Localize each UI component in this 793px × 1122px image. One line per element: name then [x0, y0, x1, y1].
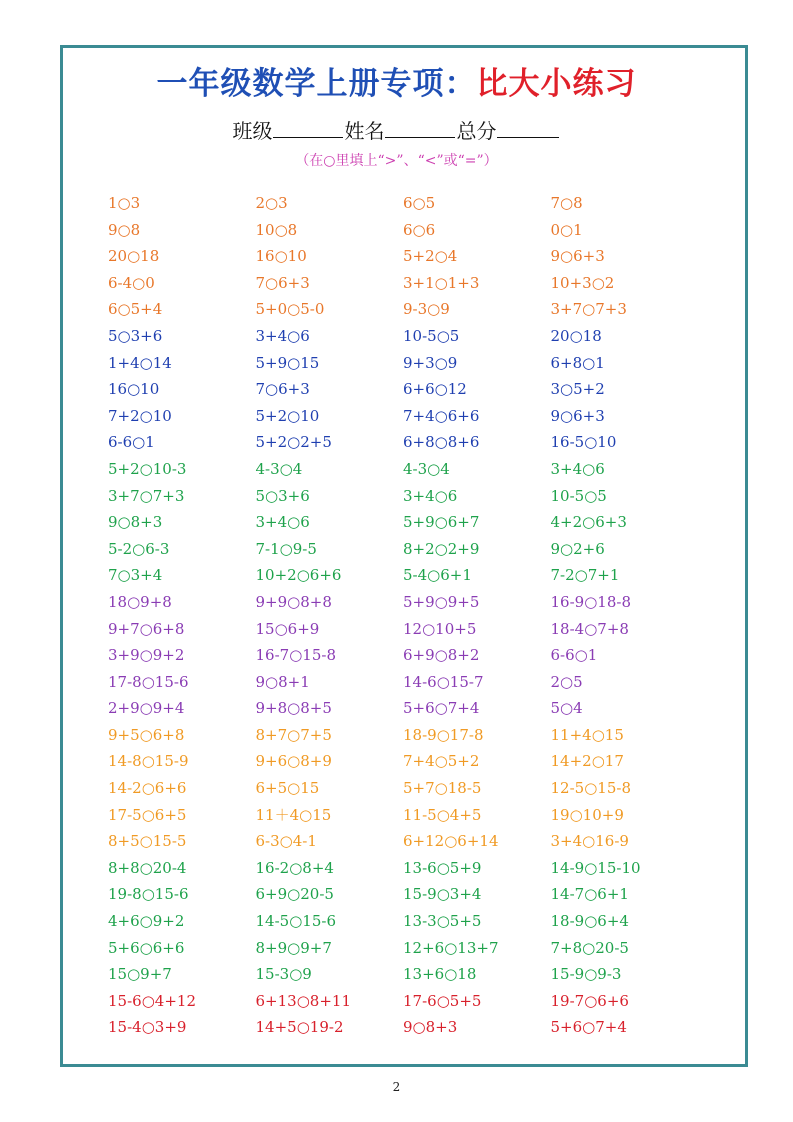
exercise-item[interactable]: 1+4○14: [108, 353, 172, 372]
exercise-item[interactable]: 16-2○8+4: [255, 858, 334, 877]
exercise-row: [108, 695, 708, 722]
exercise-item[interactable]: 16-7○15-8: [255, 646, 336, 665]
exercise-item[interactable]: 4+6○9+2: [108, 912, 185, 931]
exercise-item[interactable]: 1○3: [108, 194, 141, 212]
exercise-item[interactable]: 13-3○5+5: [403, 912, 482, 931]
exercise-row: [108, 722, 708, 749]
exercise-item[interactable]: 14+5○19-2: [255, 1018, 344, 1037]
exercise-item[interactable]: 3+1○1+3: [403, 273, 480, 292]
exercise-item[interactable]: 7+8○20-5: [550, 938, 629, 957]
exercise-item[interactable]: 4+2○6+3: [550, 513, 627, 532]
exercise-item[interactable]: 15○6+9: [255, 619, 320, 638]
exercise-item[interactable]: 20○18: [108, 247, 160, 266]
student-info-fields: [0, 115, 793, 144]
exercise-item[interactable]: 6+12○6+14: [403, 832, 499, 851]
exercise-item[interactable]: 18-9○6+4: [550, 912, 629, 931]
exercise-item[interactable]: 10○8: [255, 220, 298, 239]
exercise-item[interactable]: 16○10: [255, 247, 307, 266]
exercise-item[interactable]: 12+6○13+7: [403, 938, 499, 957]
exercise-item[interactable]: 19○10+9: [550, 805, 624, 824]
exercise-item[interactable]: 9+5○6+8: [108, 725, 185, 744]
exercise-item[interactable]: 9+3○9: [403, 353, 458, 372]
exercise-grid: [108, 190, 708, 1041]
exercise-item[interactable]: 3+4○16-9: [550, 832, 629, 851]
exercise-row: [108, 403, 708, 430]
exercise-item[interactable]: 5+6○7+4: [550, 1018, 627, 1037]
exercise-row: [108, 483, 708, 510]
exercise-item[interactable]: 6-6○1: [108, 433, 155, 452]
exercise-item[interactable]: 13-6○5+9: [403, 858, 482, 877]
exercise-row: [108, 855, 708, 882]
exercise-row: [108, 961, 708, 988]
exercise-item[interactable]: 9○2+6: [550, 539, 605, 558]
exercise-row: [108, 669, 708, 696]
exercise-item[interactable]: 8+8○20-4: [108, 858, 187, 877]
name-blank[interactable]: [385, 119, 455, 138]
exercise-item[interactable]: 17-6○5+5: [403, 991, 482, 1010]
exercise-item[interactable]: 8+7○7+5: [255, 725, 332, 744]
exercise-item[interactable]: 9+9○8+8: [255, 592, 332, 611]
exercise-item[interactable]: 7+4○6+6: [403, 406, 480, 425]
exercise-row: [108, 642, 708, 669]
exercise-item[interactable]: 5+2○4: [403, 247, 458, 266]
exercise-row: [108, 828, 708, 855]
exercise-item[interactable]: 3○5+2: [550, 380, 605, 399]
exercise-item[interactable]: 9-3○9: [403, 300, 450, 319]
exercise-item[interactable]: 19-7○6+6: [550, 991, 629, 1010]
exercise-row: [108, 616, 708, 643]
exercise-row: [108, 802, 708, 829]
exercise-item[interactable]: 14-5○15-6: [255, 912, 336, 931]
exercise-item[interactable]: 11-5○4+5: [403, 805, 482, 824]
exercise-item[interactable]: 13+6○18: [403, 965, 477, 984]
exercise-row: [108, 748, 708, 775]
exercise-row: [108, 376, 708, 403]
exercise-item[interactable]: 6+8○1: [550, 353, 605, 372]
exercise-item[interactable]: 2○3: [255, 194, 288, 212]
exercise-item[interactable]: 5+2○10: [255, 406, 320, 425]
exercise-item[interactable]: 15○9+7: [108, 965, 172, 984]
exercise-item[interactable]: 9○6+3: [550, 406, 605, 425]
exercise-item[interactable]: 9+8○8+5: [255, 699, 332, 718]
exercise-item[interactable]: 18○9+8: [108, 592, 172, 611]
exercise-item[interactable]: 15-4○3+9: [108, 1018, 187, 1037]
exercise-row: [108, 935, 708, 962]
exercise-item[interactable]: 6+9○20-5: [255, 885, 334, 904]
exercise-item[interactable]: 20○18: [550, 326, 602, 345]
exercise-item[interactable]: 5○4: [550, 699, 583, 718]
page-title: [0, 58, 793, 103]
exercise-row: [108, 350, 708, 377]
exercise-row: [108, 562, 708, 589]
exercise-item[interactable]: 6○6: [403, 220, 436, 239]
exercise-item[interactable]: 9+6○8+9: [255, 752, 332, 771]
exercise-item[interactable]: 7+4○5+2: [403, 752, 480, 771]
exercise-row: [108, 1014, 708, 1041]
exercise-item[interactable]: 17-5○6+5: [108, 805, 187, 824]
exercise-item[interactable]: 3+4○6: [403, 486, 458, 505]
exercise-item[interactable]: 8+9○9+7: [255, 938, 332, 957]
exercise-item[interactable]: 14+2○17: [550, 752, 624, 771]
exercise-item[interactable]: 5+6○7+4: [403, 699, 480, 718]
exercise-item[interactable]: 3+4○6: [255, 326, 310, 345]
exercise-item[interactable]: 16-5○10: [550, 433, 617, 452]
exercise-item[interactable]: 6○5+4: [108, 300, 163, 319]
exercise-item[interactable]: 5+9○15: [255, 353, 320, 372]
exercise-item[interactable]: 4-3○4: [403, 459, 450, 478]
exercise-row: [108, 243, 708, 270]
exercise-item[interactable]: 12○10+5: [403, 619, 477, 638]
exercise-row: [108, 270, 708, 297]
exercise-item[interactable]: 11+4○15: [550, 725, 624, 744]
exercise-item[interactable]: 8+5○15-5: [108, 832, 187, 851]
exercise-item[interactable]: 5+9○6+7: [403, 513, 480, 532]
exercise-item[interactable]: 5+2○2+5: [255, 433, 332, 452]
title-part-2: 比大小练习: [476, 66, 637, 102]
exercise-item[interactable]: 3+4○6: [255, 513, 310, 532]
exercise-item[interactable]: 18-4○7+8: [550, 619, 629, 638]
exercise-item[interactable]: 0○1: [550, 220, 583, 239]
exercise-item[interactable]: 9○8+1: [255, 672, 310, 691]
class-blank[interactable]: [273, 119, 343, 138]
exercise-item[interactable]: 3+9○9+2: [108, 646, 185, 665]
exercise-item[interactable]: 14-9○15-10: [550, 858, 641, 877]
exercise-row: [108, 190, 708, 217]
exercise-item[interactable]: 6-6○1: [550, 646, 598, 665]
exercise-item[interactable]: 3+4○6: [550, 459, 605, 478]
exercise-item[interactable]: 15-9○3+4: [403, 885, 482, 904]
exercise-item[interactable]: 9+7○6+8: [108, 619, 185, 638]
exercise-row: [108, 988, 708, 1015]
exercise-item[interactable]: 5+2○10-3: [108, 459, 187, 478]
exercise-item[interactable]: 14-8○15-9: [108, 752, 189, 771]
exercise-item[interactable]: 14-2○6+6: [108, 779, 187, 798]
exercise-item[interactable]: 10-5○5: [550, 486, 607, 505]
exercise-item[interactable]: 6+6○12: [403, 380, 467, 399]
exercise-item[interactable]: 7○3+4: [108, 566, 163, 585]
page-number: 2: [392, 1080, 401, 1094]
exercise-row: [108, 536, 708, 563]
exercise-item[interactable]: 9○8: [108, 220, 141, 239]
exercise-item[interactable]: 2○5: [550, 672, 583, 691]
exercise-item[interactable]: 5+6○6+6: [108, 938, 185, 957]
exercise-row: [108, 296, 708, 323]
score-blank[interactable]: [497, 119, 559, 138]
name-label: 姓名: [344, 119, 385, 143]
exercise-item[interactable]: 9○8+3: [403, 1018, 458, 1037]
exercise-item[interactable]: 14-7○6+1: [550, 885, 629, 904]
exercise-item[interactable]: 17-8○15-6: [108, 672, 189, 691]
exercise-item[interactable]: 7-2○7+1: [550, 566, 620, 585]
exercise-row: [108, 509, 708, 536]
exercise-item[interactable]: 7○6+3: [255, 380, 310, 399]
exercise-item[interactable]: 5○3+6: [255, 486, 310, 505]
exercise-item[interactable]: 6-4○0: [108, 273, 155, 292]
score-label: 总分: [456, 119, 497, 143]
exercise-item[interactable]: 9○8+3: [108, 513, 163, 532]
exercise-item[interactable]: 9○6+3: [550, 247, 605, 266]
exercise-item[interactable]: 6○5: [403, 194, 436, 212]
exercise-row: [108, 456, 708, 483]
exercise-item[interactable]: 16○10: [108, 380, 160, 399]
exercise-row: [108, 429, 708, 456]
exercise-item[interactable]: 6-3○4-1: [255, 832, 317, 851]
exercise-item[interactable]: 2+9○9+4: [108, 699, 185, 718]
exercise-item[interactable]: 10+2○6+6: [255, 566, 342, 585]
exercise-item[interactable]: 18-9○17-8: [403, 725, 484, 744]
exercise-row: [108, 908, 708, 935]
class-label: 班级: [232, 119, 273, 143]
exercise-item[interactable]: 4-3○4: [255, 459, 303, 478]
exercise-row: [108, 881, 708, 908]
exercise-item[interactable]: 7○6+3: [255, 273, 310, 292]
exercise-item[interactable]: 3+7○7+3: [550, 300, 627, 319]
exercise-item[interactable]: 8+2○2+9: [403, 539, 480, 558]
exercise-item[interactable]: 12-5○15-8: [550, 779, 631, 798]
exercise-item[interactable]: 6+5○15: [255, 779, 320, 798]
exercise-item[interactable]: 3+7○7+3: [108, 486, 185, 505]
exercise-item[interactable]: 5-2○6-3: [108, 539, 170, 558]
exercise-item[interactable]: 6+13○8+11: [255, 991, 351, 1010]
exercise-item[interactable]: 5+9○9+5: [403, 592, 480, 611]
instruction: （在○里填上“>”、“<”或“=”）: [295, 153, 498, 169]
exercise-item[interactable]: 7+2○10: [108, 406, 172, 425]
exercise-item[interactable]: 7○8: [550, 194, 583, 212]
exercise-item[interactable]: 5-4○6+1: [403, 566, 472, 585]
exercise-item[interactable]: 10+3○2: [550, 273, 615, 292]
exercise-row: [108, 217, 708, 244]
exercise-item[interactable]: 15-3○9: [255, 965, 312, 984]
exercise-item[interactable]: 11＋4○15: [255, 805, 332, 824]
exercise-item[interactable]: 14-6○15-7: [403, 672, 484, 691]
exercise-item[interactable]: 19-8○15-6: [108, 885, 189, 904]
exercise-item[interactable]: 15-9○9-3: [550, 965, 622, 984]
exercise-item[interactable]: 7-1○9-5: [255, 539, 317, 558]
exercise-item[interactable]: 6+9○8+2: [403, 646, 480, 665]
exercise-item[interactable]: 5○3+6: [108, 326, 163, 345]
exercise-row: [108, 589, 708, 616]
exercise-item[interactable]: 6+8○8+6: [403, 433, 480, 452]
exercise-item[interactable]: 5+0○5-0: [255, 300, 325, 319]
exercise-item[interactable]: 5+7○18-5: [403, 779, 482, 798]
title-part-1: 一年级数学上册专项：: [156, 66, 477, 102]
exercise-row: [108, 775, 708, 802]
exercise-item[interactable]: 15-6○4+12: [108, 991, 196, 1010]
exercise-item[interactable]: 16-9○18-8: [550, 592, 631, 611]
exercise-row: [108, 323, 708, 350]
exercise-item[interactable]: 10-5○5: [403, 326, 460, 345]
